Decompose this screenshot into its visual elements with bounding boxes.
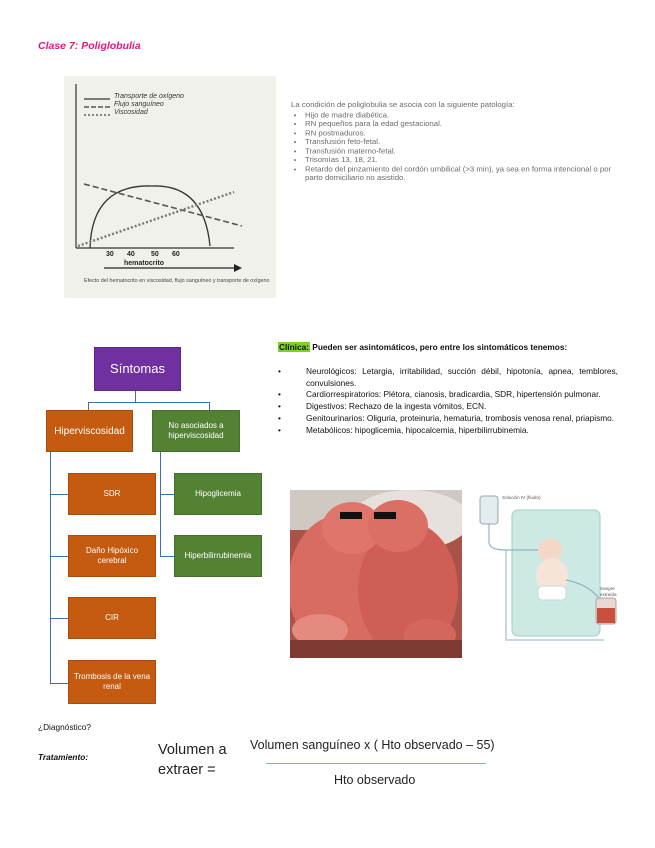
clinica-section [278, 342, 618, 436]
connector [160, 494, 174, 495]
list-item: • Retardo del pinzamiento del cordón umbilical (>3 min), ya sea en forma intencional o por parto domiciliario no asistido. [305, 164, 631, 182]
fraction-line [266, 763, 486, 764]
connector [135, 390, 136, 402]
list-item: • Neurológicos: Letargia, irritabilidad, succión débil, hipotonía, apnea, temblores, convulsiones. [278, 366, 618, 390]
hematocrit-figure [64, 76, 276, 298]
diagram-item-hyperbilirubinemia: Hiperbilirrubinemia [174, 535, 262, 577]
page-title: Clase 7: Poliglobulia [38, 40, 141, 52]
diagram-non-hyperviscosity: No asociados a hiperviscosidad [152, 410, 240, 452]
list-item: • Metabólicos: hipoglicemia, hipocalcemia, hiperbilirrubinemia. [278, 425, 618, 437]
connector [50, 683, 68, 684]
list-item: • Genitourinarios: Oliguria, proteinuria, hematuria, trombosis venosa renal, priapismo. [278, 413, 618, 425]
list-item: • Transfusión materno-fetal. [305, 146, 631, 155]
list-item: • Trisomías 13, 18, 21. [305, 155, 631, 164]
list-item: • Digestivos: Rechazo de la ingesta vómitos, ECN. [278, 401, 618, 413]
blood-flow-line [84, 184, 242, 226]
diagram-item-renal-thrombosis: Trombosis de la vena renal [68, 660, 156, 704]
diagram-hyperviscosity: Hiperviscosidad [46, 410, 133, 452]
oxygen-transport-curve [90, 186, 210, 248]
x-tick: 50 [151, 251, 159, 258]
x-tick: 60 [172, 251, 180, 258]
connector [50, 556, 68, 557]
connector [50, 494, 68, 495]
diagram-root: Síntomas [94, 347, 181, 391]
clinica-label: Clínica: [279, 342, 309, 352]
viscosity-line [78, 192, 234, 246]
list-item: • Cardiorrespiratorios: Plétora, cianosis, bradicardia, SDR, hipertensión pulmonar. [278, 389, 618, 401]
diagram-item-hypoglycemia: Hipoglicemia [174, 473, 262, 515]
formula-denominator: Hto observado [334, 773, 416, 787]
diagram-item-hypoxic-damage: Daño Hipóxico cerebral [68, 535, 156, 577]
legend-oxygen: Transporte de oxígeno [114, 93, 184, 100]
extracted-blood-label: Sangre extraída [600, 586, 617, 597]
twins-photo [290, 490, 462, 658]
hematocrit-chart [64, 76, 276, 298]
pathology-intro: La condición de poliglobulia se asocia con la siguiente patología: [291, 100, 515, 109]
connector [88, 402, 89, 410]
x-tick: 40 [127, 251, 135, 258]
formula-left [158, 740, 227, 780]
formula-left-line2: extraer = [158, 762, 216, 778]
diagnosis-question: ¿Diagnóstico? [38, 722, 92, 732]
x-axis-label: hematocrito [124, 260, 165, 267]
figure-caption: Efecto del hematocrito en viscosidad, flujo sanguíneo y transporte de oxígeno [84, 278, 270, 284]
diagram-item-sdr: SDR [68, 473, 156, 515]
exchange-transfusion-illustration [476, 490, 626, 650]
connector [88, 402, 210, 403]
treatment-label: Tratamiento: [38, 752, 89, 762]
legend-viscosity: Viscosidad [114, 109, 148, 116]
formula-numerator: Volumen sanguíneo x ( Hto observado – 55) [250, 738, 495, 752]
list-item: • RN postmaduros. [305, 128, 631, 137]
x-arrow-head [234, 264, 242, 272]
connector [160, 556, 174, 557]
iv-solution-label: Solución IV (fluido) [502, 495, 541, 500]
list-item: • RN pequeños para la edad gestacional. [305, 119, 631, 128]
connector [209, 402, 210, 410]
list-item: • Hijo de madre diabética. [305, 110, 631, 119]
connector [50, 618, 68, 619]
connector [50, 452, 51, 684]
diagram-item-cir: CIR [68, 597, 156, 639]
formula-left-line1: Volumen a [158, 742, 227, 758]
x-tick: 30 [106, 251, 114, 258]
clinica-lead: Pueden ser asintomáticos, pero entre los sintomáticos tenemos: [312, 342, 568, 352]
list-item: • Transfusión feto-fetal. [305, 137, 631, 146]
pathology-list [291, 100, 631, 182]
legend-flow: Flujo sanguíneo [114, 101, 164, 108]
connector [160, 452, 161, 557]
